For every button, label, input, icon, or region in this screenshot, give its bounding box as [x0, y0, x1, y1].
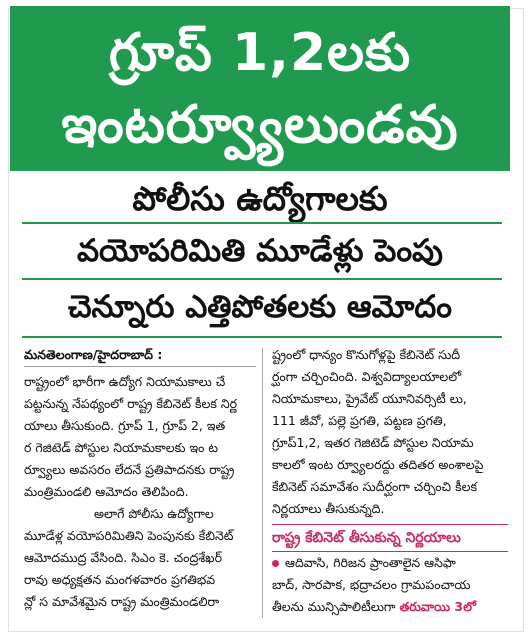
- right-column: [272, 344, 508, 618]
- subheadline-2: వయోపరిమితి మూడేళ్లు పెంపు: [77, 233, 443, 269]
- bullet-line: బాద్, సారపాక, భద్రాచలం గ్రామపంచాయ: [272, 577, 471, 592]
- headline-line-1: గ్రూప్ 1,2లకు: [108, 22, 412, 83]
- subheadline-3: చెన్నూరు ఎత్తిపోతలకు ఆమోదం: [67, 289, 452, 325]
- subheadline-1: పోలీసు ఉద్యోగాలకు: [132, 179, 388, 218]
- body-line: అలాగే పోలీసు ఉద్యోగాల: [94, 506, 214, 521]
- headline-line-2: ఇంటర్వ్యూలుండవు: [61, 94, 459, 155]
- left-column: [24, 344, 256, 613]
- body-line: ఆమోదముద్ర వేసింది. సిఎం కె. చంద్రశేఖర్: [24, 550, 222, 565]
- body-line: కాలలో ఇంట ర్వ్యూలరద్దు తదితర అంశాలపై: [272, 457, 484, 472]
- continued-on-page: తరువాయి 3లో: [399, 599, 476, 614]
- divider-rule: [22, 222, 502, 224]
- body-line: ర్వ్యూలు అవసరం లేదనే ప్రతిపాదనకు రాష్ట్ర: [24, 462, 235, 477]
- body-line: న్లో స మావేశమైన రాష్ట్ర మంత్రిమండలిరా: [24, 594, 220, 609]
- column-divider: [262, 348, 263, 618]
- bullet-dot-icon: [272, 560, 279, 567]
- body-line: 111 జీవో, పల్లె ప్రగతి, పట్టణ ప్రగతి,: [272, 413, 447, 428]
- bullet-line: [272, 596, 508, 618]
- divider-rule: [22, 278, 502, 280]
- body-line: మంత్రిమండలి ఆమోదం తెలిపింది.: [24, 484, 189, 499]
- bullet-line: [272, 552, 508, 574]
- body-line: కేబినెట్ సమావేశం సుదీర్ఘంగా చర్చించి కీలక: [272, 479, 478, 494]
- body-line: మూడేళ్ల వయోపరిమితిని పెంపునకు కేబినెట్: [24, 528, 234, 543]
- body-line: పట్టనున్న నేపథ్యంలో రాష్ట్ర కేబినెట్ కీలక నిర్ణ: [24, 396, 238, 411]
- bullet-text: తీలను మున్సిపాలిటీలుగా: [272, 599, 396, 614]
- body-line: రాష్ట్రంలో భారీగా ఉద్యోగ నియామకాలు చే: [24, 374, 226, 389]
- headline-banner: [10, 6, 510, 171]
- body-line: రావు అధ్యక్షతన మంగళవారం ప్రగతిభవ: [24, 572, 216, 587]
- body-line: యాలు తీసుకుంది. గ్రూప్ 1, గ్రూప్ 2, ఇత: [24, 418, 226, 433]
- body-line: ర గెజిటెడ్ పోస్టుల నియామకాలకు ఇం ట: [24, 440, 219, 455]
- bullet-text: ఆదివాసి, గిరిజన ప్రాంతాలైన ఆసిఫా: [285, 555, 456, 570]
- decisions-box-heading: రాష్ట్ర కేబినెట్ తీసుకున్న నిర్ణయాలు: [272, 524, 508, 552]
- body-line: నిర్ణయాలు తీసుకున్నది.: [272, 501, 385, 516]
- divider-rule: [22, 336, 502, 338]
- body-line: గ్రూప్1,2, ఇతర గెజిటెడ్ పోస్టుల నియామ: [272, 435, 474, 450]
- dateline: మనతెలంగాణ/హైదరాబాద్ :: [24, 344, 256, 367]
- body-line: ర్ఘంగా చర్చించింది. విశ్వవిద్యాలయాలలో: [272, 369, 462, 384]
- body-line: నియామకాలు, ప్రైవేట్ యూనివర్సిటీ లు,: [272, 391, 467, 406]
- body-line: ష్ట్రంలో ధాన్యం కొనుగోళ్లపై కేబినెట్ సుదీ: [272, 347, 461, 362]
